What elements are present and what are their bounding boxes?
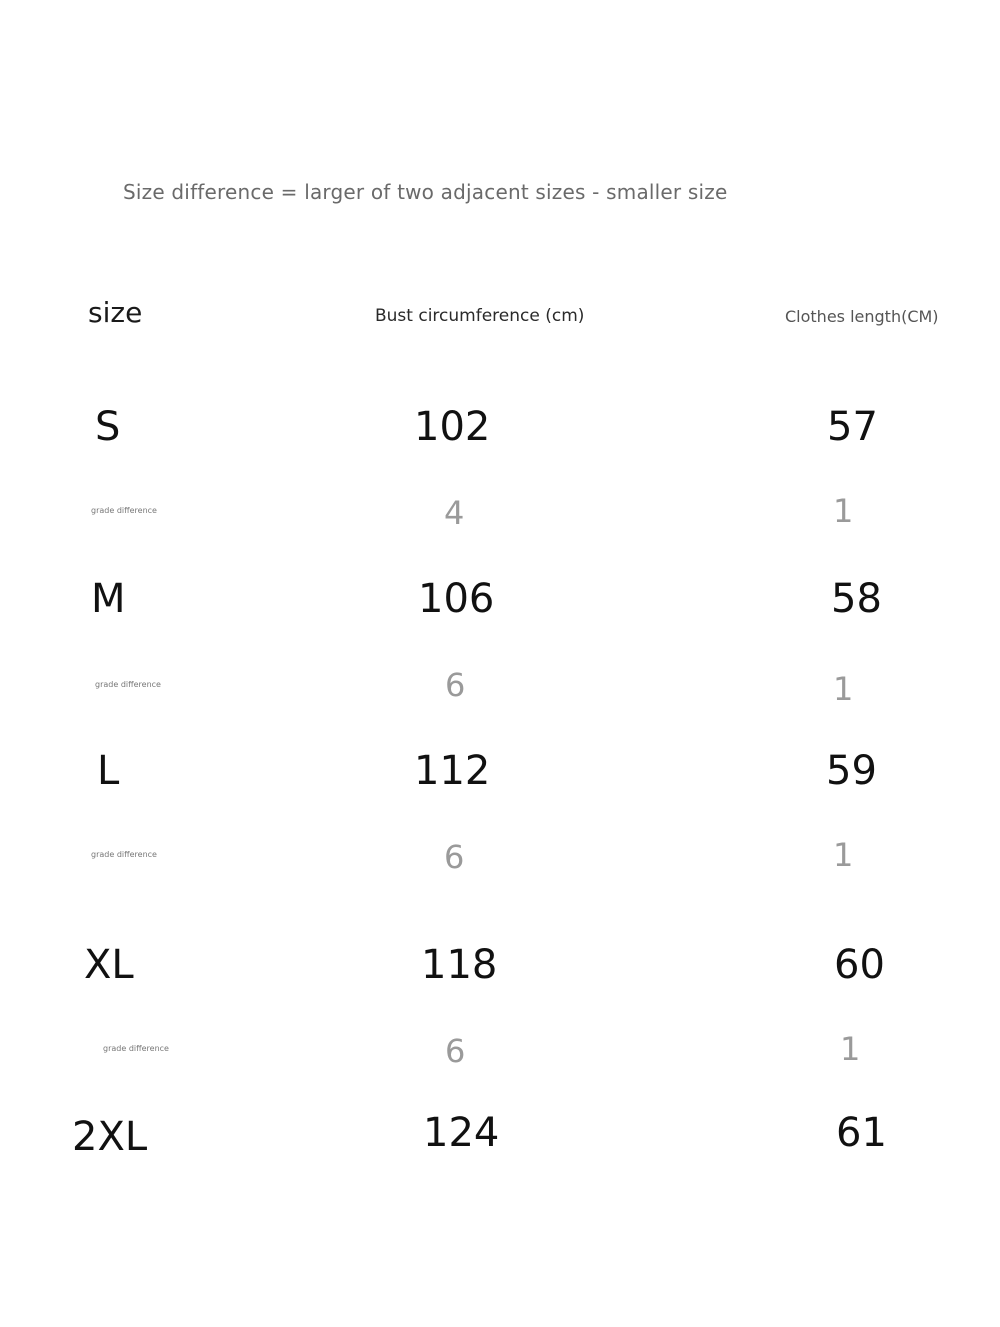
length-value-2xl: 61 [836,1110,887,1156]
header-bust: Bust circumference (cm) [375,306,585,326]
bust-value-m: 106 [418,576,495,622]
grade-length-value: 1 [833,670,854,708]
grade-length-value: 1 [833,492,854,530]
length-value-m: 58 [831,576,882,622]
size-difference-note: Size difference = larger of two adjacent sizes - smaller size [123,180,728,204]
size-label-l: L [97,748,120,794]
length-value-xl: 60 [834,942,885,988]
grade-bust-value: 6 [444,838,465,876]
header-length: Clothes length(CM) [785,307,939,326]
grade-bust-value: 6 [445,666,466,704]
bust-value-2xl: 124 [423,1110,500,1156]
bust-value-xl: 118 [421,942,498,988]
bust-value-l: 112 [414,748,491,794]
size-label-xl: XL [84,942,134,988]
grade-difference-label: grade difference [91,850,157,859]
size-label-s: S [95,404,121,450]
size-label-2xl: 2XL [72,1114,148,1160]
size-label-m: M [91,576,126,622]
grade-length-value: 1 [840,1030,861,1068]
header-size: size [88,296,143,329]
grade-bust-value: 6 [445,1032,466,1070]
grade-difference-label: grade difference [95,680,161,689]
grade-length-value: 1 [833,836,854,874]
grade-difference-label: grade difference [103,1044,169,1053]
grade-bust-value: 4 [444,494,465,532]
length-value-s: 57 [827,404,878,450]
grade-difference-label: grade difference [91,506,157,515]
bust-value-s: 102 [414,404,491,450]
length-value-l: 59 [826,748,877,794]
